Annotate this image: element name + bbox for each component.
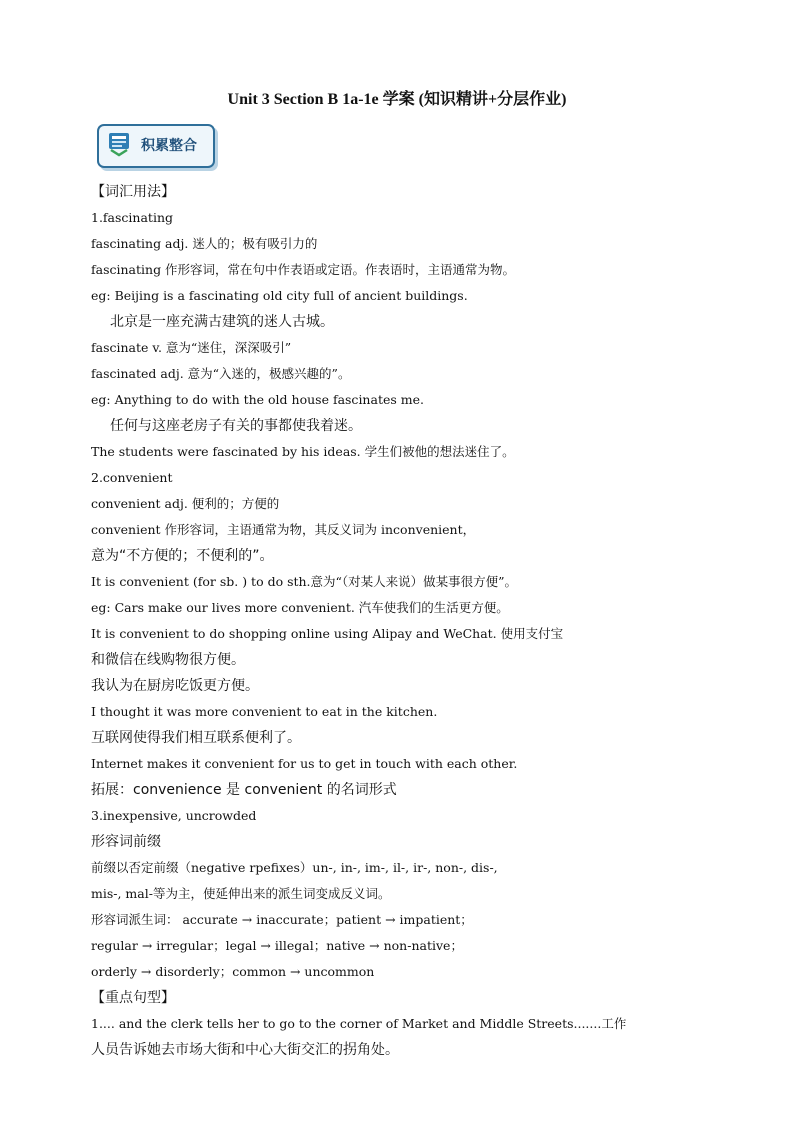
example-line: I thought it was more convenient to eat in the kitchen.: [91, 704, 438, 719]
sentence-item: 1.... and the clerk tells her to go to the corner of Market and Middle Streets.......工作: [91, 1016, 627, 1031]
section-heading-sentences: 【重点句型】: [91, 990, 175, 1006]
example-line: eg: Beijing is a fascinating old city full of ancient buildings.: [91, 288, 468, 303]
text-line: fascinate v. 意为“迷住，深深吸引”: [91, 340, 292, 355]
text-line: regular → irregular；legal → illegal；native → non-native；: [91, 938, 463, 953]
text-line: 形容词前缀: [91, 834, 161, 850]
example-line: It is convenient to do shopping online using Alipay and WeChat. 使用支付宝: [91, 626, 564, 641]
text-line: 形容词派生词： accurate → inaccurate；patient → impatient；: [91, 912, 473, 927]
translation-line: 和微信在线购物很方便。: [91, 652, 245, 668]
text-line: fascinated adj. 意为“入迷的，极感兴趣的”。: [91, 366, 351, 381]
text-line: It is convenient (for sb. ) to do sth.意为“（对某人来说）做某事很方便”。: [91, 574, 518, 589]
text-line: mis-, mal-等为主，使延伸出来的派生词变成反义词。: [91, 886, 391, 901]
example-line: Internet makes it convenient for us to get in touch with each other.: [91, 756, 518, 771]
section-badge: [97, 124, 215, 168]
example-line: eg: Anything to do with the old house fascinates me.: [91, 392, 424, 407]
translation-line: 人员告诉她去市场大街和中心大街交汇的拐角处。: [91, 1042, 399, 1058]
vocab-item-heading: 2.convenient: [91, 470, 173, 485]
translation-line: 互联网使得我们相互联系便利了。: [91, 730, 301, 746]
text-line: fascinating adj. 迷人的；极有吸引力的: [91, 236, 318, 251]
text-line: orderly → disorderly；common → uncommon: [91, 964, 375, 979]
text-line: 意为“不方便的；不便利的”。: [91, 548, 274, 564]
text-line: fascinating 作形容词，常在句中作表语或定语。作表语时，主语通常为物。: [91, 262, 516, 277]
translation-line: 任何与这座老房子有关的事都使我着迷。: [110, 418, 362, 434]
translation-line: 北京是一座充满古建筑的迷人古城。: [110, 314, 334, 330]
page-title: Unit 3 Section B 1a-1e 学案 (知识精讲+分层作业): [227, 91, 567, 108]
translation-line: 我认为在厨房吃饭更方便。: [91, 678, 259, 694]
section-heading-vocab: 【词汇用法】: [91, 184, 175, 200]
vocab-item-heading: 1.fascinating: [91, 210, 173, 225]
text-line: convenient adj. 便利的；方便的: [91, 496, 280, 511]
text-line: 前缀以否定前缀（negative rpefixes）un-, in-, im-, il-, ir-, non-, dis-,: [91, 860, 498, 875]
document-body: [91, 179, 711, 1063]
example-line: The students were fascinated by his ideas. 学生们被他的想法迷住了。: [91, 444, 515, 459]
extension-note: 拓展：convenience 是 convenient 的名词形式: [91, 782, 397, 798]
book-icon: [107, 131, 131, 157]
badge-label: 积累整合: [141, 138, 197, 154]
text-line: convenient 作形容词，主语通常为物，其反义词为 inconvenient，: [91, 522, 476, 537]
example-line: eg: Cars make our lives more convenient. 汽车使我们的生活更方便。: [91, 600, 509, 615]
vocab-item-heading: 3.inexpensive, uncrowded: [91, 808, 257, 823]
